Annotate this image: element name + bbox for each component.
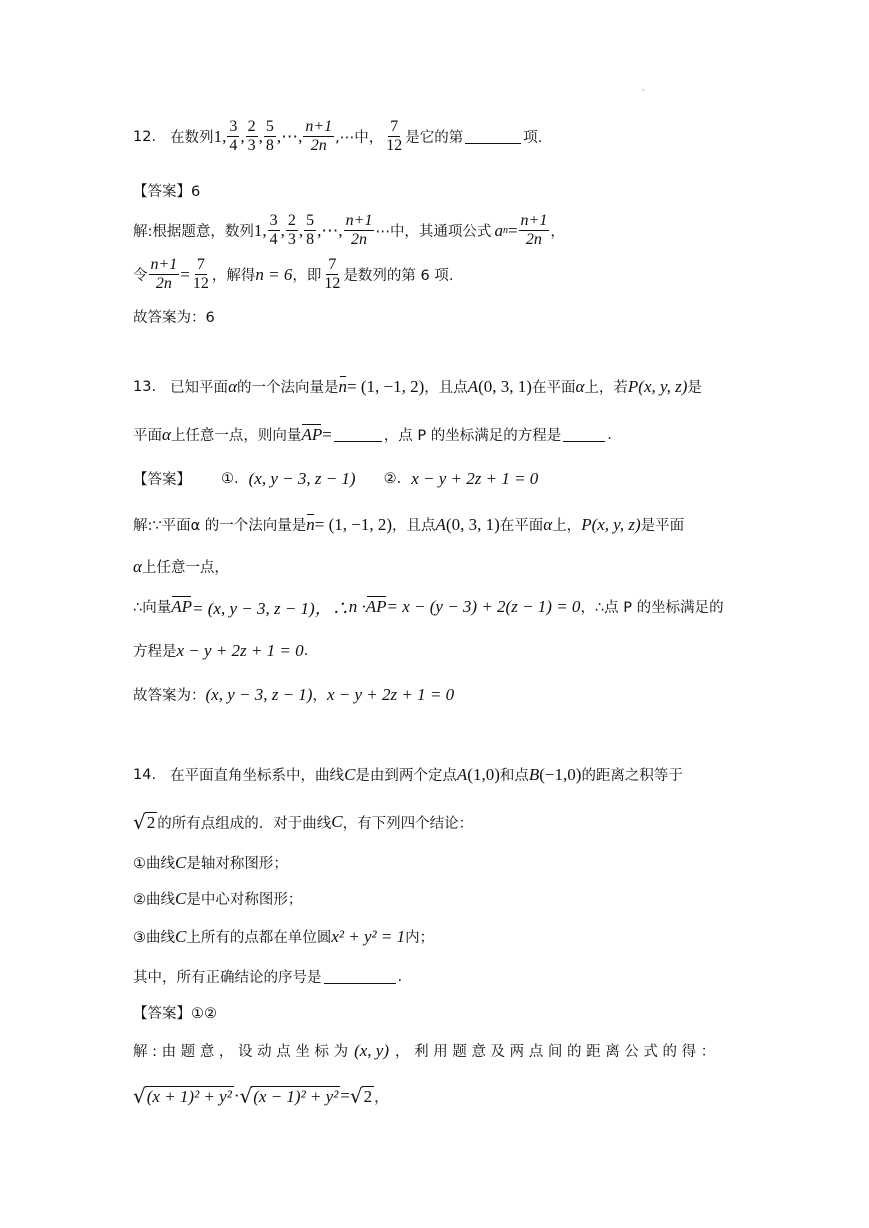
solution-line	[133, 556, 229, 577]
text-span: 是它的第	[405, 130, 464, 146]
final-answer	[133, 306, 215, 327]
radical-sign: √	[133, 1084, 146, 1108]
math-text: x − y + 2z + 1 = 0	[326, 684, 455, 704]
text-span: 的所有点组成的．对于曲线	[157, 815, 332, 832]
text-span: 解:∵平面α 的一个法向量是	[133, 518, 307, 534]
text-span: .	[303, 642, 309, 659]
math-text: n	[338, 376, 347, 396]
text-span: 解 : 由 题 意 ， 设 动 点 坐 标 为	[133, 1044, 349, 1060]
math-text: ,⋯,	[276, 126, 303, 146]
numerator: n+1	[520, 212, 548, 229]
math-text: AP	[365, 596, 387, 616]
fraction	[191, 256, 211, 293]
text-span: ，∴点 P 的坐标满足的	[580, 600, 724, 616]
math-text: (x, y, z)	[591, 514, 641, 534]
text-span: ，且点	[424, 380, 468, 396]
text-span: 【答案】①②	[133, 1006, 217, 1022]
math-text: n = 6	[255, 264, 293, 284]
fraction	[322, 256, 342, 293]
text-span: ，	[374, 1089, 389, 1106]
math-text: (0, 3, 1)	[445, 514, 500, 534]
denominator: 2n	[351, 231, 368, 248]
denominator: 4	[269, 231, 278, 248]
list-item	[133, 926, 434, 947]
text-span: ⋯中，其通项公式	[375, 224, 492, 240]
denominator: 3	[287, 231, 296, 248]
solution-line	[133, 514, 684, 535]
text-span: 是由到两个定点	[355, 768, 457, 784]
text-span: 上任意一点，则向量	[170, 428, 302, 444]
text-span: 是	[687, 380, 702, 396]
math-text: α	[162, 424, 171, 444]
text-span: .	[607, 426, 612, 443]
question-number: 12.	[133, 128, 157, 145]
math-text: =	[180, 264, 190, 284]
text-span: ，有下列四个结论：	[342, 815, 474, 832]
math-text: n	[306, 514, 315, 534]
math-text: C	[175, 926, 187, 946]
text-span: 上任意一点，	[141, 560, 229, 576]
numerator: 5	[306, 212, 315, 229]
math-text: (x − 1)² + y²	[253, 1086, 339, 1106]
math-text: B	[528, 764, 540, 784]
q13-line	[133, 376, 702, 397]
text-span: ①曲线	[133, 856, 175, 872]
denominator: 12	[192, 275, 209, 292]
solution-line	[133, 256, 453, 293]
text-span: 已知平面	[170, 380, 229, 396]
text-span: 内；	[405, 930, 435, 946]
text-span: 其中，所有正确结论的序号是	[133, 970, 322, 986]
math-text: = (1, −1, 2)	[347, 376, 425, 396]
text-span: 的距离之积等于	[581, 768, 683, 784]
math-text: C	[175, 852, 187, 872]
denominator: 2n	[310, 137, 327, 154]
solution-line	[133, 1084, 389, 1108]
q12-line	[133, 118, 542, 155]
q13-line	[133, 424, 612, 445]
denominator: 8	[265, 137, 274, 154]
math-text: (1,0)	[467, 764, 500, 784]
math-text: A	[467, 376, 479, 396]
text-span: 上，	[552, 518, 582, 534]
math-text: ,⋯,	[317, 220, 343, 240]
fraction	[246, 118, 258, 155]
math-text: (x, y)	[354, 1040, 390, 1060]
q14-line	[133, 764, 683, 785]
numerator: 7	[328, 256, 337, 273]
math-text: =	[322, 424, 332, 444]
radical-sign: √	[239, 1084, 253, 1108]
fraction	[303, 118, 334, 155]
fraction	[264, 118, 276, 155]
math-text: ,	[258, 126, 263, 146]
answer-line	[133, 1002, 217, 1023]
math-text: x − y + 2z + 1 = 0	[411, 468, 539, 488]
math-text: 1,	[213, 126, 227, 146]
math-text: α	[133, 556, 142, 576]
text-span: ，	[312, 688, 327, 704]
text-span: ，	[550, 224, 565, 240]
list-item	[133, 888, 302, 909]
math-text: (x, y, z)	[638, 376, 688, 396]
math-text: C	[331, 812, 343, 831]
numerator: n+1	[150, 256, 178, 273]
text-span: ，即	[292, 268, 322, 284]
text-span: 是中心对称图形；	[186, 892, 303, 908]
fraction	[304, 212, 316, 249]
numerator: n+1	[345, 212, 373, 229]
math-text: n	[502, 225, 508, 236]
math-text: α	[575, 376, 585, 396]
text-span: ， 利 用 题 意 及 两 点 间 的 距 离 公 式 的 得 ：	[395, 1044, 716, 1060]
math-text: = (1, −1, 2)	[314, 514, 393, 534]
math-text: P	[627, 376, 639, 396]
math-text: AP	[301, 424, 323, 444]
text-span: ∴向量	[133, 600, 172, 616]
text-span: 故答案为：6	[133, 310, 215, 326]
math-text: (0, 3, 1)	[478, 376, 532, 396]
text-span: ②曲线	[133, 892, 175, 908]
math-text: (x, y − 3, z − 1)	[248, 468, 356, 488]
answer-line	[133, 180, 200, 201]
math-text: ,	[298, 220, 304, 240]
radical-sign: √	[349, 1084, 363, 1108]
answer-line	[133, 468, 538, 489]
answer-blank	[563, 427, 605, 442]
math-text: ·	[233, 1086, 240, 1105]
text-span: 在平面	[499, 518, 544, 534]
numerator: 7	[390, 118, 399, 135]
math-text: a	[494, 220, 503, 240]
text-span: ,⋯中，	[335, 130, 384, 146]
math-text: P	[581, 514, 592, 534]
math-text: 2	[146, 812, 156, 832]
math-text: C	[175, 888, 187, 908]
text-span: 【答案】6	[133, 184, 201, 200]
numerator: 2	[287, 212, 296, 229]
fraction	[384, 118, 404, 155]
text-span: ，解得	[211, 268, 256, 284]
math-text: =	[340, 1086, 350, 1105]
text-span: 的一个法向量是	[237, 380, 339, 396]
math-text: 2	[363, 1086, 373, 1106]
math-text: (x + 1)² + y²	[146, 1086, 232, 1106]
text-span: 14.	[133, 766, 157, 783]
text-span: 故答案为：	[133, 688, 206, 704]
page-dot: ·	[642, 86, 645, 95]
denominator: 2n	[155, 275, 172, 292]
list-item	[133, 852, 288, 873]
numerator: n+1	[305, 118, 333, 135]
math-text: x − y + 2z + 1 = 0	[176, 640, 304, 660]
text-span: 在数列	[170, 130, 214, 146]
answer-blank	[334, 427, 382, 442]
text-span: 项.	[523, 130, 543, 146]
solution-line	[133, 594, 724, 619]
text-span: 是平面	[640, 518, 685, 534]
math-text: α	[543, 514, 553, 534]
math-text: (−1,0)	[539, 764, 582, 784]
text-span: 和点	[499, 768, 529, 784]
math-text: =	[507, 220, 518, 240]
fraction	[268, 212, 280, 249]
answer-blank	[465, 129, 521, 144]
text-span: .	[397, 968, 403, 985]
text-span: 13.	[133, 378, 157, 395]
denominator: 12	[386, 137, 403, 154]
q14-line	[133, 966, 402, 987]
solution-line	[133, 212, 565, 249]
text-span: 是数列的第 6 项.	[343, 268, 454, 284]
text-span: 上，若	[584, 380, 628, 396]
text-span: 在平面直角坐标系中，曲线	[170, 768, 345, 784]
math-text: = x − (y − 3) + 2(z − 1) = 0	[386, 596, 581, 616]
fraction	[149, 256, 180, 293]
text-span: 解:根据题意，数列	[133, 224, 254, 240]
math-text: n ·	[348, 596, 366, 616]
text-span: ①.	[221, 470, 239, 487]
math-text: C	[344, 764, 356, 784]
numerator: 3	[269, 212, 278, 229]
math-text: ,	[280, 220, 285, 240]
solution-line	[133, 1040, 715, 1061]
numerator: 5	[265, 118, 274, 135]
denominator: 8	[306, 231, 315, 248]
text-span: 方程是	[133, 644, 177, 660]
text-span: ②.	[383, 470, 402, 487]
math-text: ,	[240, 126, 245, 146]
text-span: 上所有的点都在单位圆	[186, 930, 332, 946]
math-text: x² + y² = 1	[331, 926, 406, 946]
numerator: 2	[247, 118, 256, 135]
math-text: 1,	[253, 220, 267, 240]
text-span: 平面	[133, 428, 162, 444]
text-span: 令	[133, 268, 148, 284]
answer-blank	[324, 969, 396, 984]
fraction	[519, 212, 550, 249]
math-text: AP	[171, 596, 193, 616]
numerator: 7	[196, 256, 205, 273]
math-text: α	[228, 376, 237, 396]
text-span: ，且点	[392, 518, 436, 534]
text-span: 是轴对称图形；	[186, 856, 288, 872]
denominator: 4	[229, 137, 238, 154]
math-text: A	[435, 514, 446, 534]
denominator: 12	[324, 275, 341, 292]
math-text: A	[456, 764, 468, 784]
math-text: (x, y − 3, z − 1)	[205, 684, 313, 704]
math-text: = (x, y − 3, z − 1)，∴	[192, 599, 349, 618]
denominator: 2n	[525, 231, 542, 248]
fraction	[344, 212, 375, 249]
numerator: 3	[229, 118, 238, 135]
text-span: 在平面	[531, 380, 576, 396]
q14-line	[133, 810, 473, 834]
text-span: 【答案】	[133, 472, 191, 488]
fraction	[286, 212, 298, 249]
solution-line	[133, 640, 308, 661]
final-answer	[133, 684, 454, 705]
text-span: ③曲线	[133, 930, 175, 946]
text-span: ，点 P 的坐标满足的方程是	[383, 428, 562, 444]
fraction	[227, 118, 239, 155]
radical-sign: √	[133, 810, 146, 834]
denominator: 3	[247, 137, 256, 154]
